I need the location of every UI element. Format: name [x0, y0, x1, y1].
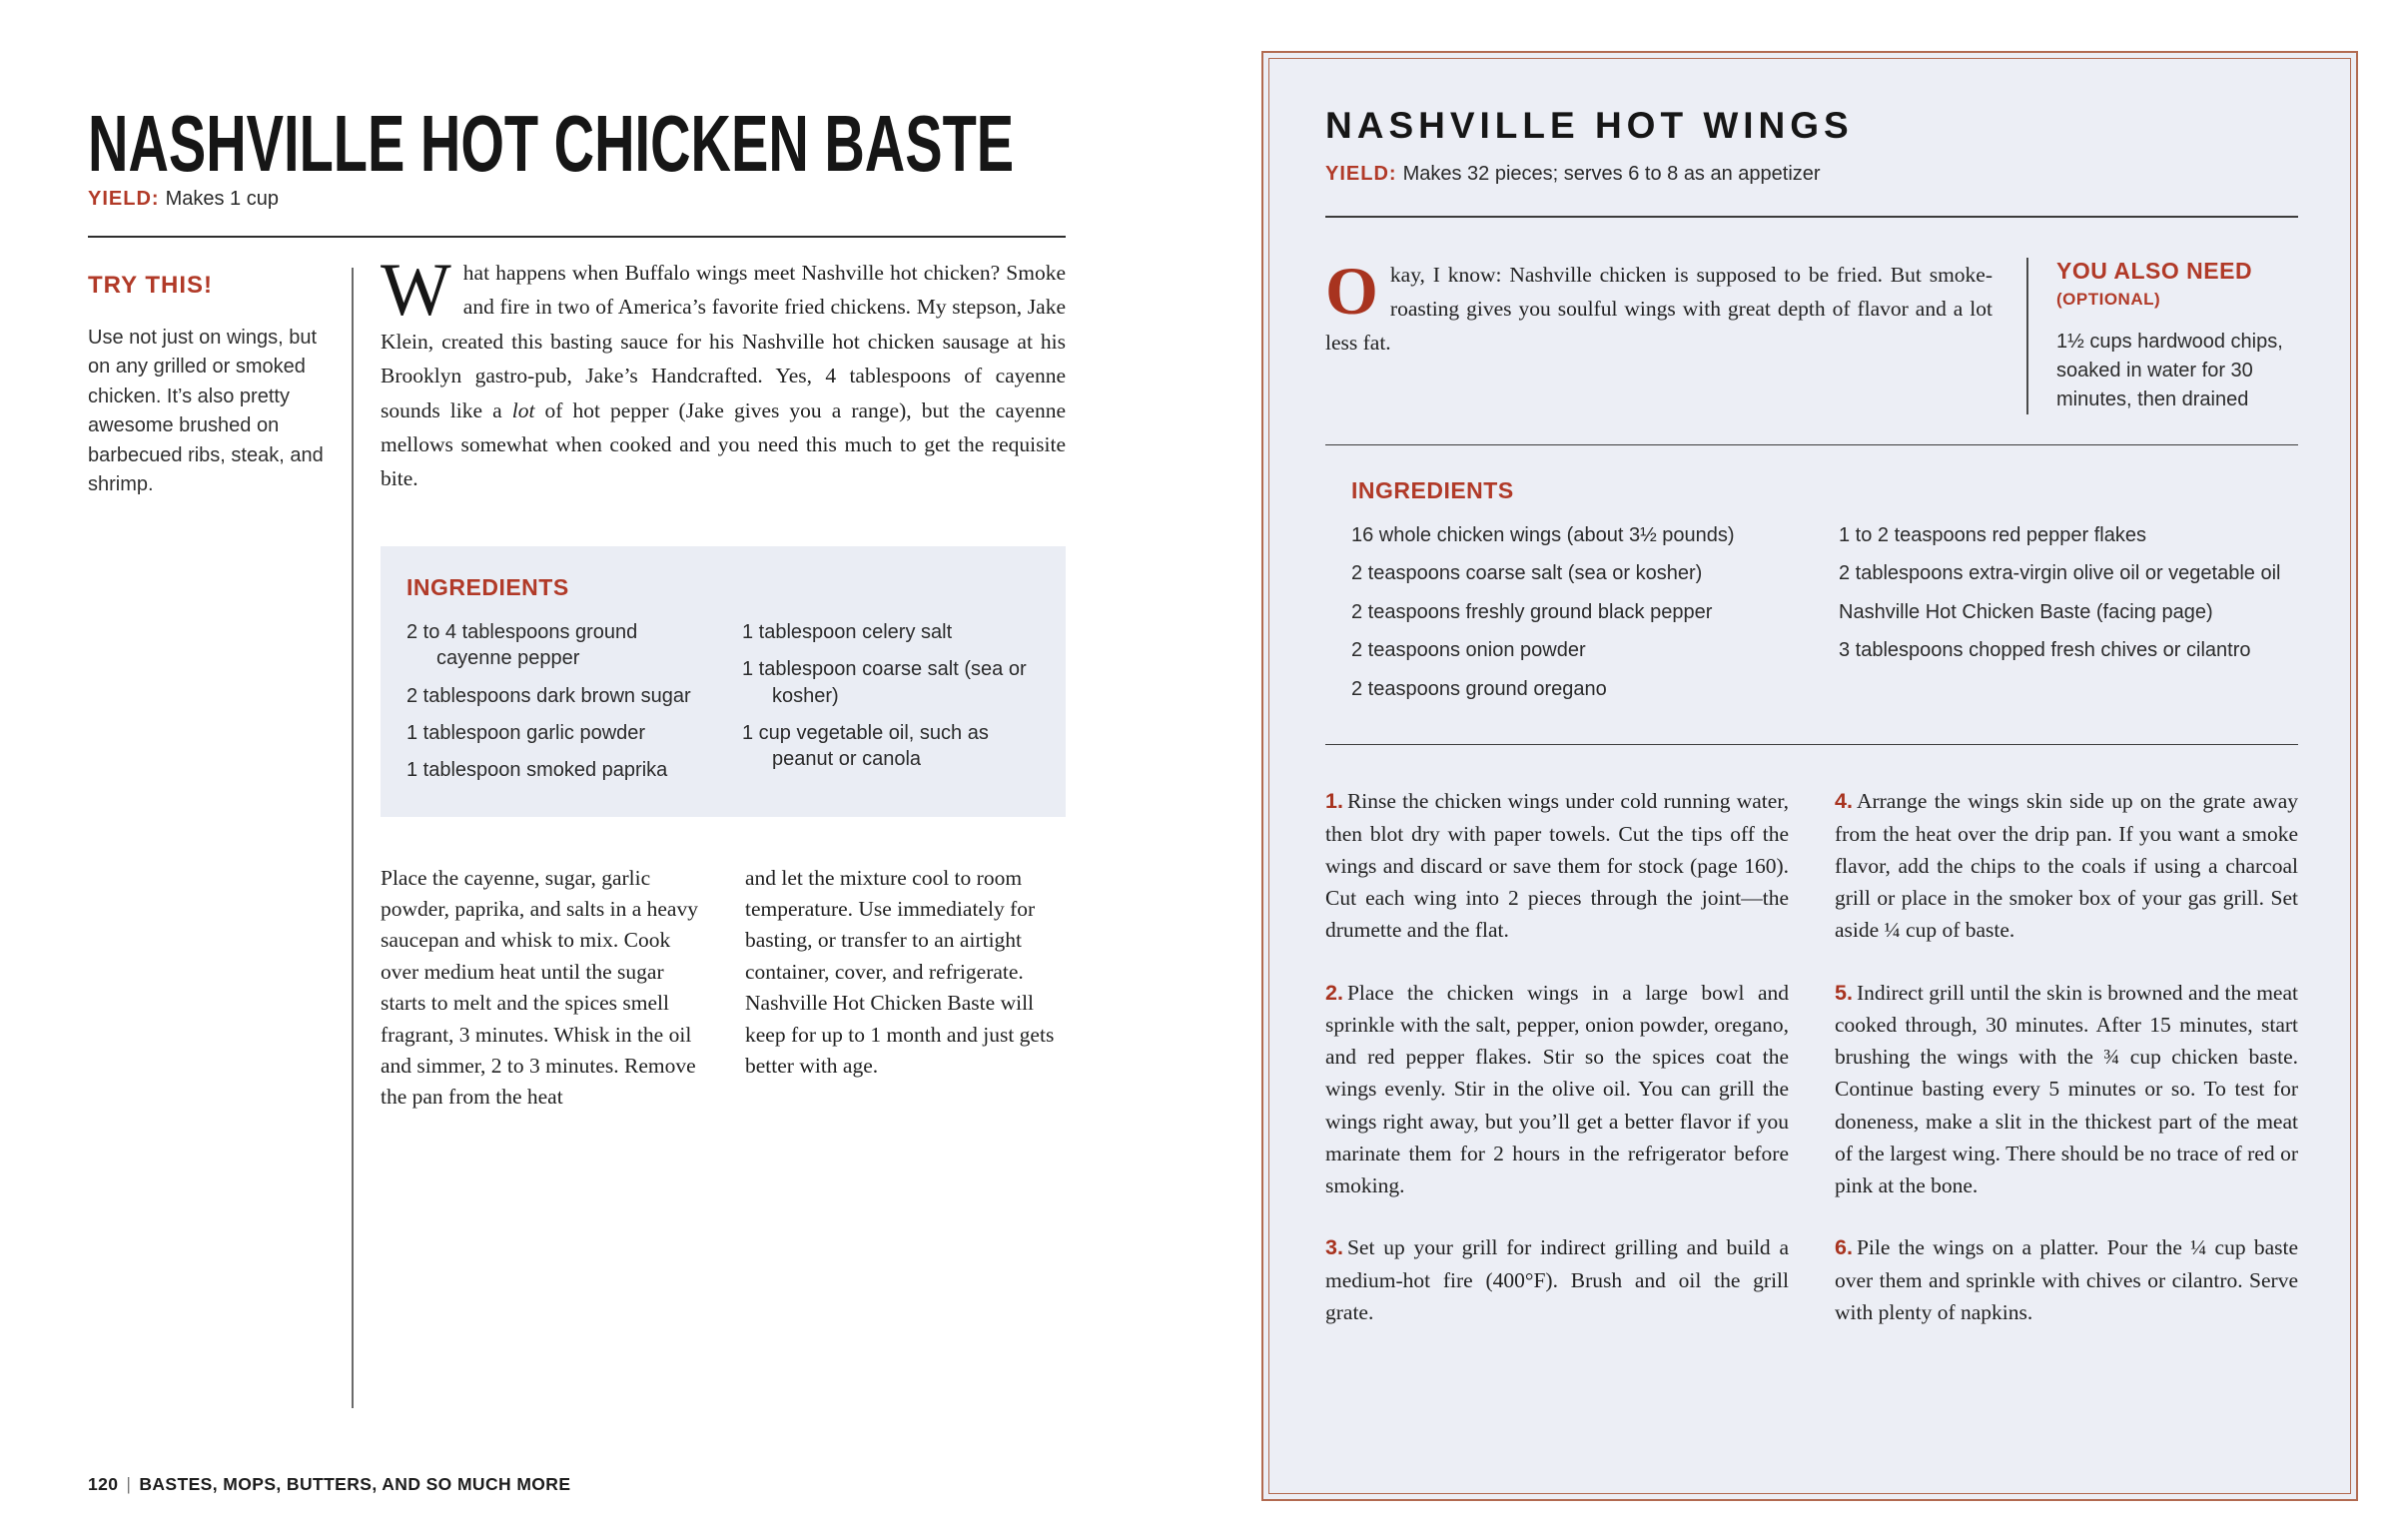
directions-col-1: Place the cayenne, sugar, garlic powder, paprika, and salts in a heavy saucepan and whisk to mix. Cook over medium heat until the sugar starts to melt and the spices smell fragrant, 3 minutes. Whisk in the oil and simmer, 2 to 3 minutes. Remove the pan from the heat [381, 865, 698, 1110]
ingredient-item: 1 tablespoon garlic powder [406, 721, 646, 744]
ingredient-item: 2 teaspoons coarse salt (sea or kosher) [1351, 562, 1703, 585]
try-this-sidebar [88, 272, 333, 499]
ingredients-col-1 [406, 619, 702, 795]
ingredient-item: 3 tablespoons chopped fresh chives or cilantro [1839, 639, 2251, 662]
intro-paragraph [1325, 252, 1993, 414]
steps-col-2 [1835, 785, 2298, 1358]
ingredient-item: 2 teaspoons ground oregano [1351, 677, 1607, 700]
intro-row [1325, 252, 2298, 414]
try-this-body: Use not just on wings, but on any grilled or smoked chicken. It’s also pretty awesome brushed on barbecued ribs, steak, and shrimp. [88, 327, 324, 495]
intro-paragraph [381, 249, 1066, 496]
yield-line [1325, 163, 2298, 186]
step [1325, 1231, 1789, 1328]
ingredient-item: Nashville Hot Chicken Baste (facing page) [1839, 600, 2213, 623]
intro-text-1: hat happens when Buffalo wings meet Nashville hot chicken? Smoke and fire in two of America’s favorite fried chickens. My stepson, Jake Klein, created this basting sauce for his Nashville hot chicken sausage at his Brooklyn gastro-pub, Jake’s Handcrafted. Yes, 4 tablespoons of cayenne sounds like a [381, 261, 1066, 422]
ingredients-panel [381, 546, 1066, 817]
ingredient-item: 2 teaspoons onion powder [1351, 639, 1586, 662]
step [1835, 977, 2298, 1202]
recipe-title-wings: NASHVILLE HOT WINGS [1325, 105, 1854, 146]
step-number: 6. [1835, 1235, 1853, 1260]
horizontal-rule [88, 236, 1066, 238]
ingredients-heading: INGREDIENTS [406, 573, 569, 600]
page-footer [88, 1474, 570, 1495]
ingredients-col-2 [742, 619, 1038, 795]
ingredients-col-1 [1351, 522, 1811, 714]
step [1325, 785, 1789, 946]
horizontal-rule [1325, 444, 2298, 446]
ingredients-columns [406, 619, 1038, 795]
steps-col-1 [1325, 785, 1789, 1358]
ingredient-item: 2 teaspoons freshly ground black pepper [1351, 600, 1713, 623]
dropcap-w: W [381, 249, 451, 332]
vertical-rule [352, 268, 354, 1408]
step [1835, 785, 2298, 946]
yield-value: Makes 1 cup [165, 188, 279, 210]
left-main-column [381, 249, 1066, 1114]
step [1835, 1231, 2298, 1328]
right-page-panel [1261, 51, 2358, 1501]
step-number: 1. [1325, 789, 1343, 814]
intro-italic-word: lot [511, 397, 535, 422]
yield-value: Makes 32 pieces; serves 6 to 8 as an appetizer [1402, 163, 1821, 185]
you-also-need-body: 1½ cups hardwood chips, soaked in water for 30 minutes, then drained [2056, 330, 2283, 410]
horizontal-rule [1325, 744, 2298, 746]
ingredients-columns [1351, 522, 2298, 714]
step-text: Rinse the chicken wings under cold running water, then blot dry with paper towels. Cut the tips off the wings and discard or save them for stock (page 160). Cut each wing into 2 pieces through the joint—the drumette and the flat. [1325, 789, 1789, 943]
step-number: 4. [1835, 789, 1853, 814]
yield-label: YIELD: [1325, 163, 1397, 185]
step-text: Set up your grill for indirect grilling and build a medium-hot fire (400°F). Brush and oil the grill grate. [1325, 1235, 1789, 1324]
ingredients-heading: INGREDIENTS [1351, 477, 1514, 503]
recipe-title-baste: NASHVILLE HOT CHICKEN BASTE [88, 99, 1015, 188]
ingredient-item: 16 whole chicken wings (about 3½ pounds) [1351, 524, 1735, 546]
step-text: Pile the wings on a platter. Pour the ¼ cup baste over them and sprinkle with chives or cilantro. Serve with plenty of napkins. [1835, 1235, 2298, 1324]
step [1325, 977, 1789, 1202]
method-steps [1325, 785, 2298, 1358]
horizontal-rule [1325, 216, 2298, 218]
yield-label: YIELD: [88, 188, 160, 210]
directions-col-2: and let the mixture cool to room temperature. Use immediately for basting, or transfer to an airtight container, cover, and refrigerate. Nashville Hot Chicken Baste will keep for up to 1 month and just gets better with age. [745, 865, 1055, 1078]
you-also-need [2026, 258, 2298, 414]
step-number: 2. [1325, 980, 1343, 1005]
footer-chapter-title: BASTES, MOPS, BUTTERS, AND SO MUCH MORE [139, 1474, 571, 1494]
ingredient-item: 1 cup vegetable oil, such as peanut or canola [742, 721, 989, 771]
you-also-need-heading: YOU ALSO NEED [2056, 257, 2253, 284]
ingredient-item: 2 to 4 tablespoons ground cayenne pepper [406, 620, 638, 670]
ingredient-item: 2 tablespoons extra-virgin olive oil or vegetable oil [1839, 562, 2281, 585]
yield-line [88, 188, 279, 211]
ingredient-item: 1 tablespoon coarse salt (sea or kosher) [742, 658, 1027, 707]
step-number: 3. [1325, 1235, 1343, 1260]
intro-text-2: of hot pepper (Jake gives you a range), but the cayenne mellows somewhat when cooked and you need this much to get the requisite bite. [381, 397, 1066, 491]
directions [381, 863, 1066, 1114]
page-number: 120 [88, 1474, 119, 1494]
right-page-content [1263, 53, 2356, 1499]
step-text: Indirect grill until the skin is browned and the meat cooked through, 30 minutes. After 15 minutes, start brushing the wings with the ¾ cup chicken baste. Continue basting every 5 minutes or so. To test for doneness, make a slit in the thickest part of the meat of the largest wing. There should be no trace of red or pink at the bone. [1835, 980, 2298, 1198]
footer-separator: | [126, 1474, 132, 1494]
step-text: Arrange the wings skin side up on the grate away from the heat over the drip pan. If you want a smoke flavor, add the chips to the coals if using a charcoal grill or place in the smoker box of your gas grill. Set aside ¼ cup of baste. [1835, 789, 2298, 943]
ingredient-item: 1 tablespoon smoked paprika [406, 759, 668, 782]
ingredient-item: 2 tablespoons dark brown sugar [406, 684, 691, 707]
try-this-heading: TRY THIS! [88, 272, 214, 299]
ingredient-item: 1 to 2 teaspoons red pepper flakes [1839, 524, 2146, 546]
intro-text: kay, I know: Nashville chicken is supposed to be fried. But smoke-roasting gives you soulful wings with great depth of flavor and a lot less fat. [1325, 262, 1993, 356]
dropcap-o: O [1325, 252, 1378, 329]
ingredients-col-2 [1839, 522, 2298, 714]
you-also-need-optional: (OPTIONAL) [2056, 289, 2161, 309]
step-text: Place the chicken wings in a large bowl and sprinkle with the salt, pepper, onion powder, oregano, and red pepper flakes. Stir so the spices coat the wings evenly. Stir in the olive oil. You can grill the wings right away, but you’ll get a better flavor if you marinate them for 2 hours in the refrigerator before smoking. [1325, 980, 1789, 1198]
step-number: 5. [1835, 980, 1853, 1005]
ingredient-item: 1 tablespoon celery salt [742, 620, 953, 643]
ingredients-section [1325, 477, 2298, 714]
